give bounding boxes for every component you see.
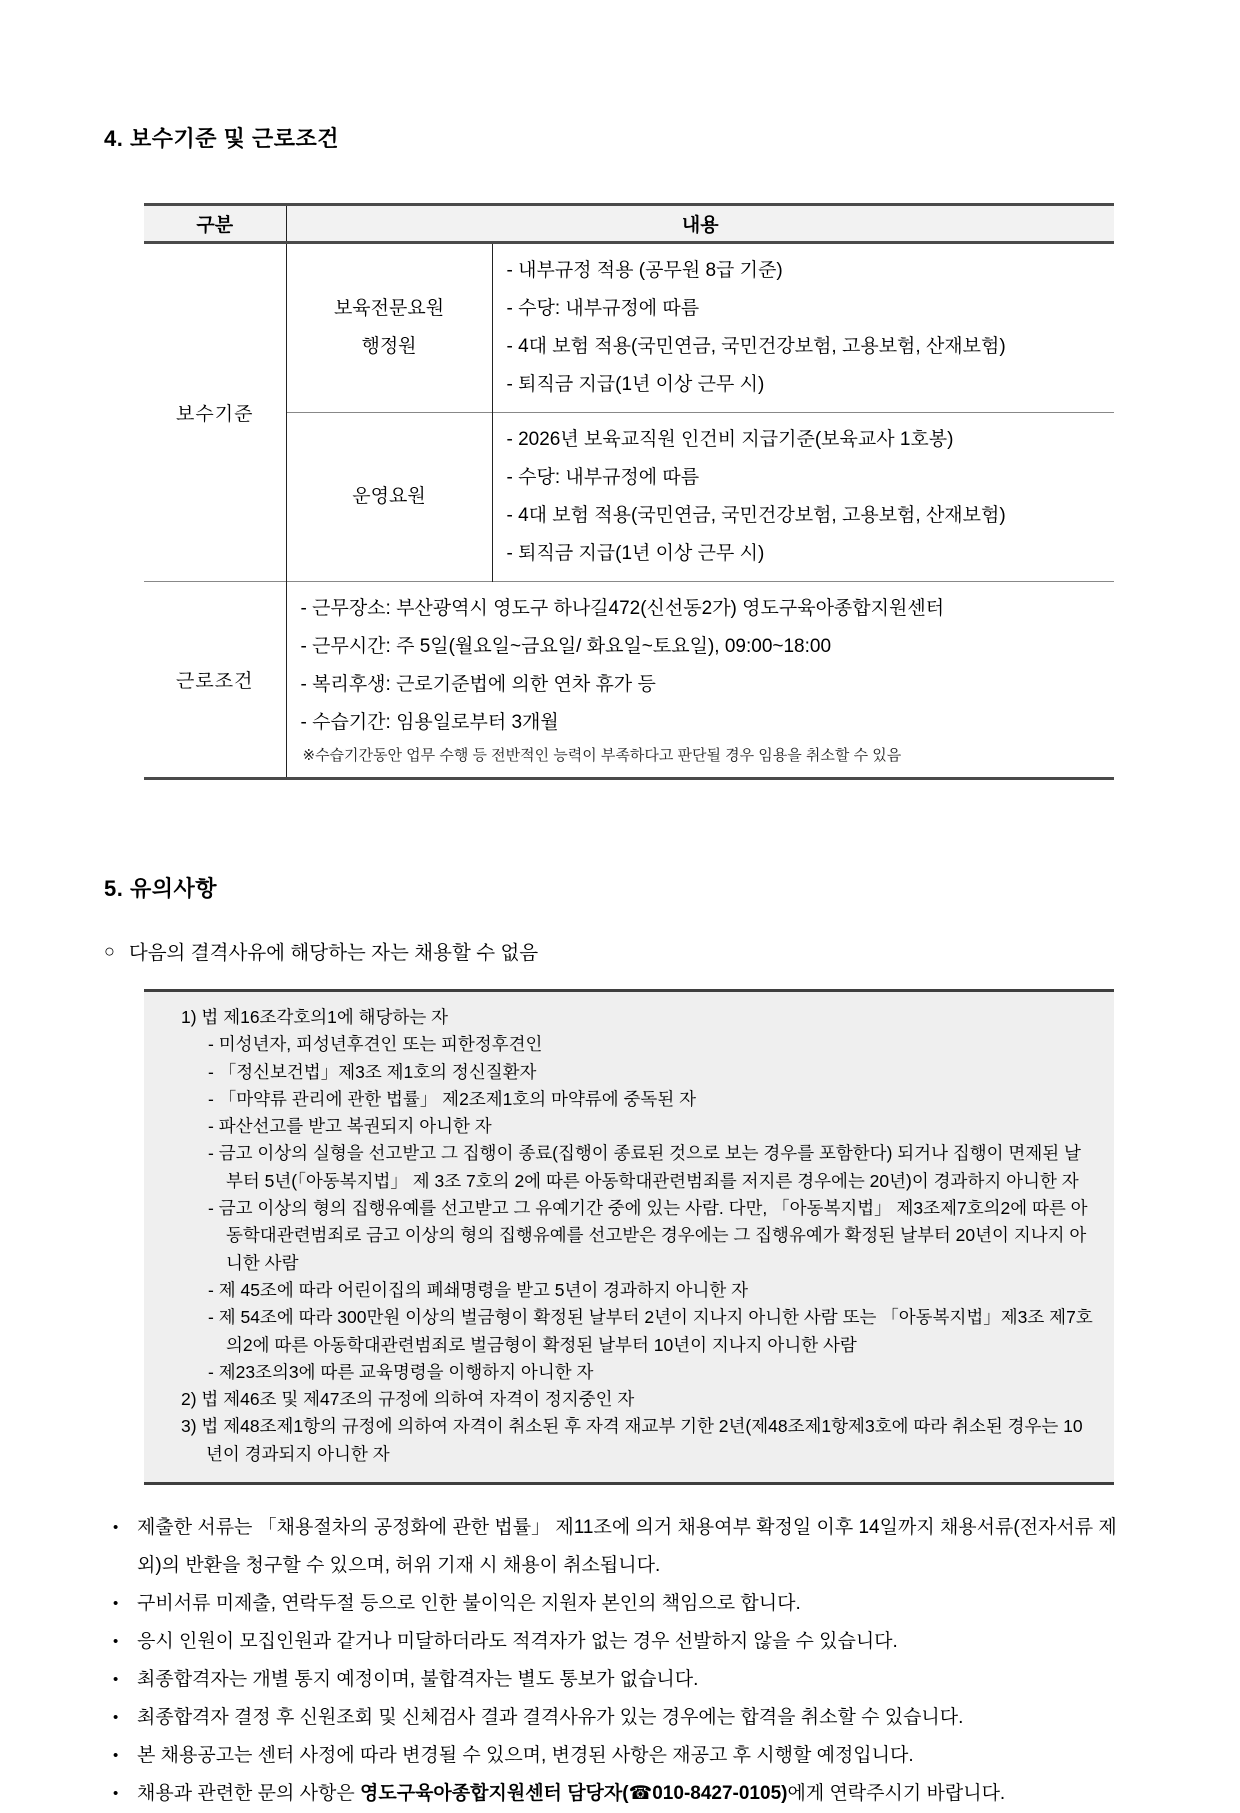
disqualification-item: 1) 법 제16조각호의1에 해당하는 자 (181, 1007, 449, 1027)
section5-title: 5. 유의사항 (104, 876, 217, 901)
bullet-dot-icon: • (113, 1747, 119, 1765)
notice-bullet (104, 1775, 1140, 1813)
bullet-text-post: 에게 연락주시기 바랍니다. (787, 1783, 1006, 1805)
table-content-line: - 수당: 내부규정에 따름 (506, 467, 700, 488)
bullet-text-pre: 제출한 서류는 「채용절차의 공정화에 관한 법률」 제11조에 의거 채용여부 확정일 이후 14일까지 채용서류(전자서류 제외)의 반환을 청구할 수 있으며, 허위 기재 시 채용이 취소됩니다. (137, 1517, 1117, 1577)
header-cell-category: 구분 (144, 205, 286, 243)
table-content-line: - 4대 보험 적용(국민연금, 국민건강보험, 고용보험, 산재보험) (506, 336, 1006, 357)
row-label-bosugijun: 보수기준 (176, 404, 254, 425)
disqualification-item: 3) 법 제48조제1항의 규정에 의하여 자격이 취소된 후 자격 재교부 기한 2년(제48조제1항제3호에 따라 취소된 경우는 10년이 경과되지 아니한 자 (181, 1416, 1083, 1464)
table-content-line: - 수습기간: 임용일로부터 3개월 (300, 712, 559, 733)
table-content-line: - 복리후생: 근로기준법에 의한 연차 휴가 등 (300, 674, 656, 695)
notice-bullet (104, 1737, 1140, 1775)
disqualification-item: - 금고 이상의 형의 집행유예를 선고받고 그 유예기간 중에 있는 사람. 다만, 「아동복지법」 제3조제7호의2에 따른 아동학대관련범죄로 금고 이상의 형의 집행유예를 선고받은 경우에는 그 집행유예가 확정된 날부터 20년이 지나지 아니한 사람 (208, 1198, 1088, 1273)
table-content-line: - 퇴직금 지급(1년 이상 근무 시) (506, 543, 765, 564)
header-cell-content: 내용 (286, 205, 1114, 243)
bullet-text-pre: 구비서류 미제출, 연락두절 등으로 인한 불이익은 지원자 본인의 책임으로 합니다. (137, 1593, 801, 1615)
row-label-geunrojogeon: 근로조건 (144, 582, 286, 779)
cell-bosu-sub2-content (492, 413, 1114, 582)
table-content-line: - 퇴직금 지급(1년 이상 근무 시) (506, 374, 765, 395)
sub-label-line1: 보육전문요원 (333, 298, 445, 319)
table-content-line: - 근무장소: 부산광역시 영도구 하나길472(신선동2가) 영도구육아종합지원센터 (300, 598, 945, 619)
disqualification-intro-text: 다음의 결격사유에 해당하는 자는 채용할 수 없음 (128, 942, 539, 964)
bosu-sub1-lines (507, 252, 1105, 404)
bullet-text-pre: 응시 인원이 모집인원과 같거나 미달하더라도 적격자가 없는 경우 선발하지 않을 수 있습니다. (137, 1631, 898, 1653)
bosu-sub2-lines (507, 421, 1105, 573)
sub-label-boyukjeonmun (286, 243, 492, 413)
bullet-dot-icon: • (113, 1671, 119, 1689)
notice-bullet (104, 1699, 1140, 1737)
disqualification-item: - 제 54조에 따라 300만원 이상의 벌금형이 확정된 날부터 2년이 지나지 아니한 사람 또는 「아동복지법」제3조 제7호의2에 따른 아동학대관련범죄로 벌금형이 확정된 날부터 10년이 지나지 아니한 사람 (208, 1307, 1093, 1355)
disqualification-item: - 파산선고를 받고 복권되지 아니한 자 (208, 1116, 492, 1137)
notice-bullet (104, 1623, 1140, 1661)
cell-bosu-sub1-content (492, 243, 1114, 413)
disqualification-item: - 제23조의3에 따른 교육명령을 이행하지 아니한 자 (208, 1361, 594, 1382)
table-content-line: - 수당: 내부규정에 따름 (506, 298, 700, 319)
bullet-dot-icon: • (113, 1519, 119, 1537)
disqualification-item: 2) 법 제46조 및 제47조의 규정에 의하여 자격이 정지중인 자 (181, 1389, 635, 1410)
bullet-dot-icon: • (113, 1709, 119, 1727)
table-row-bosu-sub2 (144, 413, 1114, 582)
section4-title: 4. 보수기준 및 근로조건 (104, 126, 339, 151)
table-content-line: - 4대 보험 적용(국민연금, 국민건강보험, 고용보험, 산재보험) (506, 505, 1006, 526)
table-content-line: - 근무시간: 주 5일(월요일~금요일/ 화요일~토요일), 09:00~18:00 (300, 636, 832, 657)
notice-bullet (104, 1661, 1140, 1699)
bullet-dot-icon: • (113, 1785, 119, 1803)
table-content-line: - 2026년 보육교직원 인건비 지급기준(보육교사 1호봉) (506, 429, 954, 450)
bullet-text-pre: 채용과 관련한 문의 사항은 (137, 1783, 361, 1805)
bullet-text-pre: 최종합격자는 개별 통지 예정이며, 불합격자는 별도 통보가 없습니다. (137, 1669, 699, 1691)
table-content-line: - 내부규정 적용 (공무원 8급 기준) (506, 260, 783, 281)
compensation-table (144, 203, 1114, 780)
disqualification-box (144, 989, 1114, 1485)
disqualification-item: - 「마약류 관리에 관한 법률」 제2조제1호의 마약류에 중독된 자 (208, 1088, 697, 1109)
circle-bullet-icon: ○ (104, 940, 115, 961)
table-row-geunro (144, 582, 1114, 779)
probation-note: ※수습기간동안 업무 수행 등 전반적인 능력이 부족하다고 판단될 경우 임용을 취소할 수 있음 (302, 747, 902, 764)
geunro-lines (301, 590, 1105, 742)
disqualification-item: - 미성년자, 피성년후견인 또는 피한정후견인 (208, 1034, 543, 1055)
table-header-row (144, 205, 1114, 243)
bullet-text-pre: 본 채용공고는 센터 사정에 따라 변경될 수 있으며, 변경된 사항은 재공고 후 시행할 예정입니다. (137, 1745, 914, 1767)
disqualification-item: - 「정신보건법」제3조 제1호의 정신질환자 (208, 1061, 537, 1082)
bullet-dot-icon: • (113, 1595, 119, 1613)
contact-bold-text: 영도구육아종합지원센터 담당자(☎010-8427-0105) (360, 1783, 788, 1805)
sub-label-unyeongyowon: 운영요원 (286, 413, 492, 582)
notice-bullet (104, 1509, 1140, 1585)
notice-bullet (104, 1585, 1140, 1623)
disqualification-intro (104, 937, 1140, 965)
sub-label-line2: 행정원 (361, 336, 417, 357)
table-row-bosu-sub1 (144, 243, 1114, 413)
disqualification-item: - 제 45조에 따라 어린이집의 폐쇄명령을 받고 5년이 경과하지 아니한 자 (208, 1279, 749, 1300)
bullet-text-pre: 최종합격자 결정 후 신원조회 및 신체검사 결과 결격사유가 있는 경우에는 합격을 취소할 수 있습니다. (137, 1707, 964, 1729)
notice-bullet-list (104, 1509, 1140, 1813)
cell-geunro-content (286, 582, 1114, 779)
disqualification-item: - 금고 이상의 실형을 선고받고 그 집행이 종료(집행이 종료된 것으로 보는 경우를 포함한다) 되거나 집행이 면제된 날부터 5년(「아동복지법」 제 3조 7호의 2에 따른 아동학대관련범죄를 저지른 경우에는 20년)이 경과하지 아니한 자 (208, 1143, 1081, 1191)
bullet-dot-icon: • (113, 1633, 119, 1651)
